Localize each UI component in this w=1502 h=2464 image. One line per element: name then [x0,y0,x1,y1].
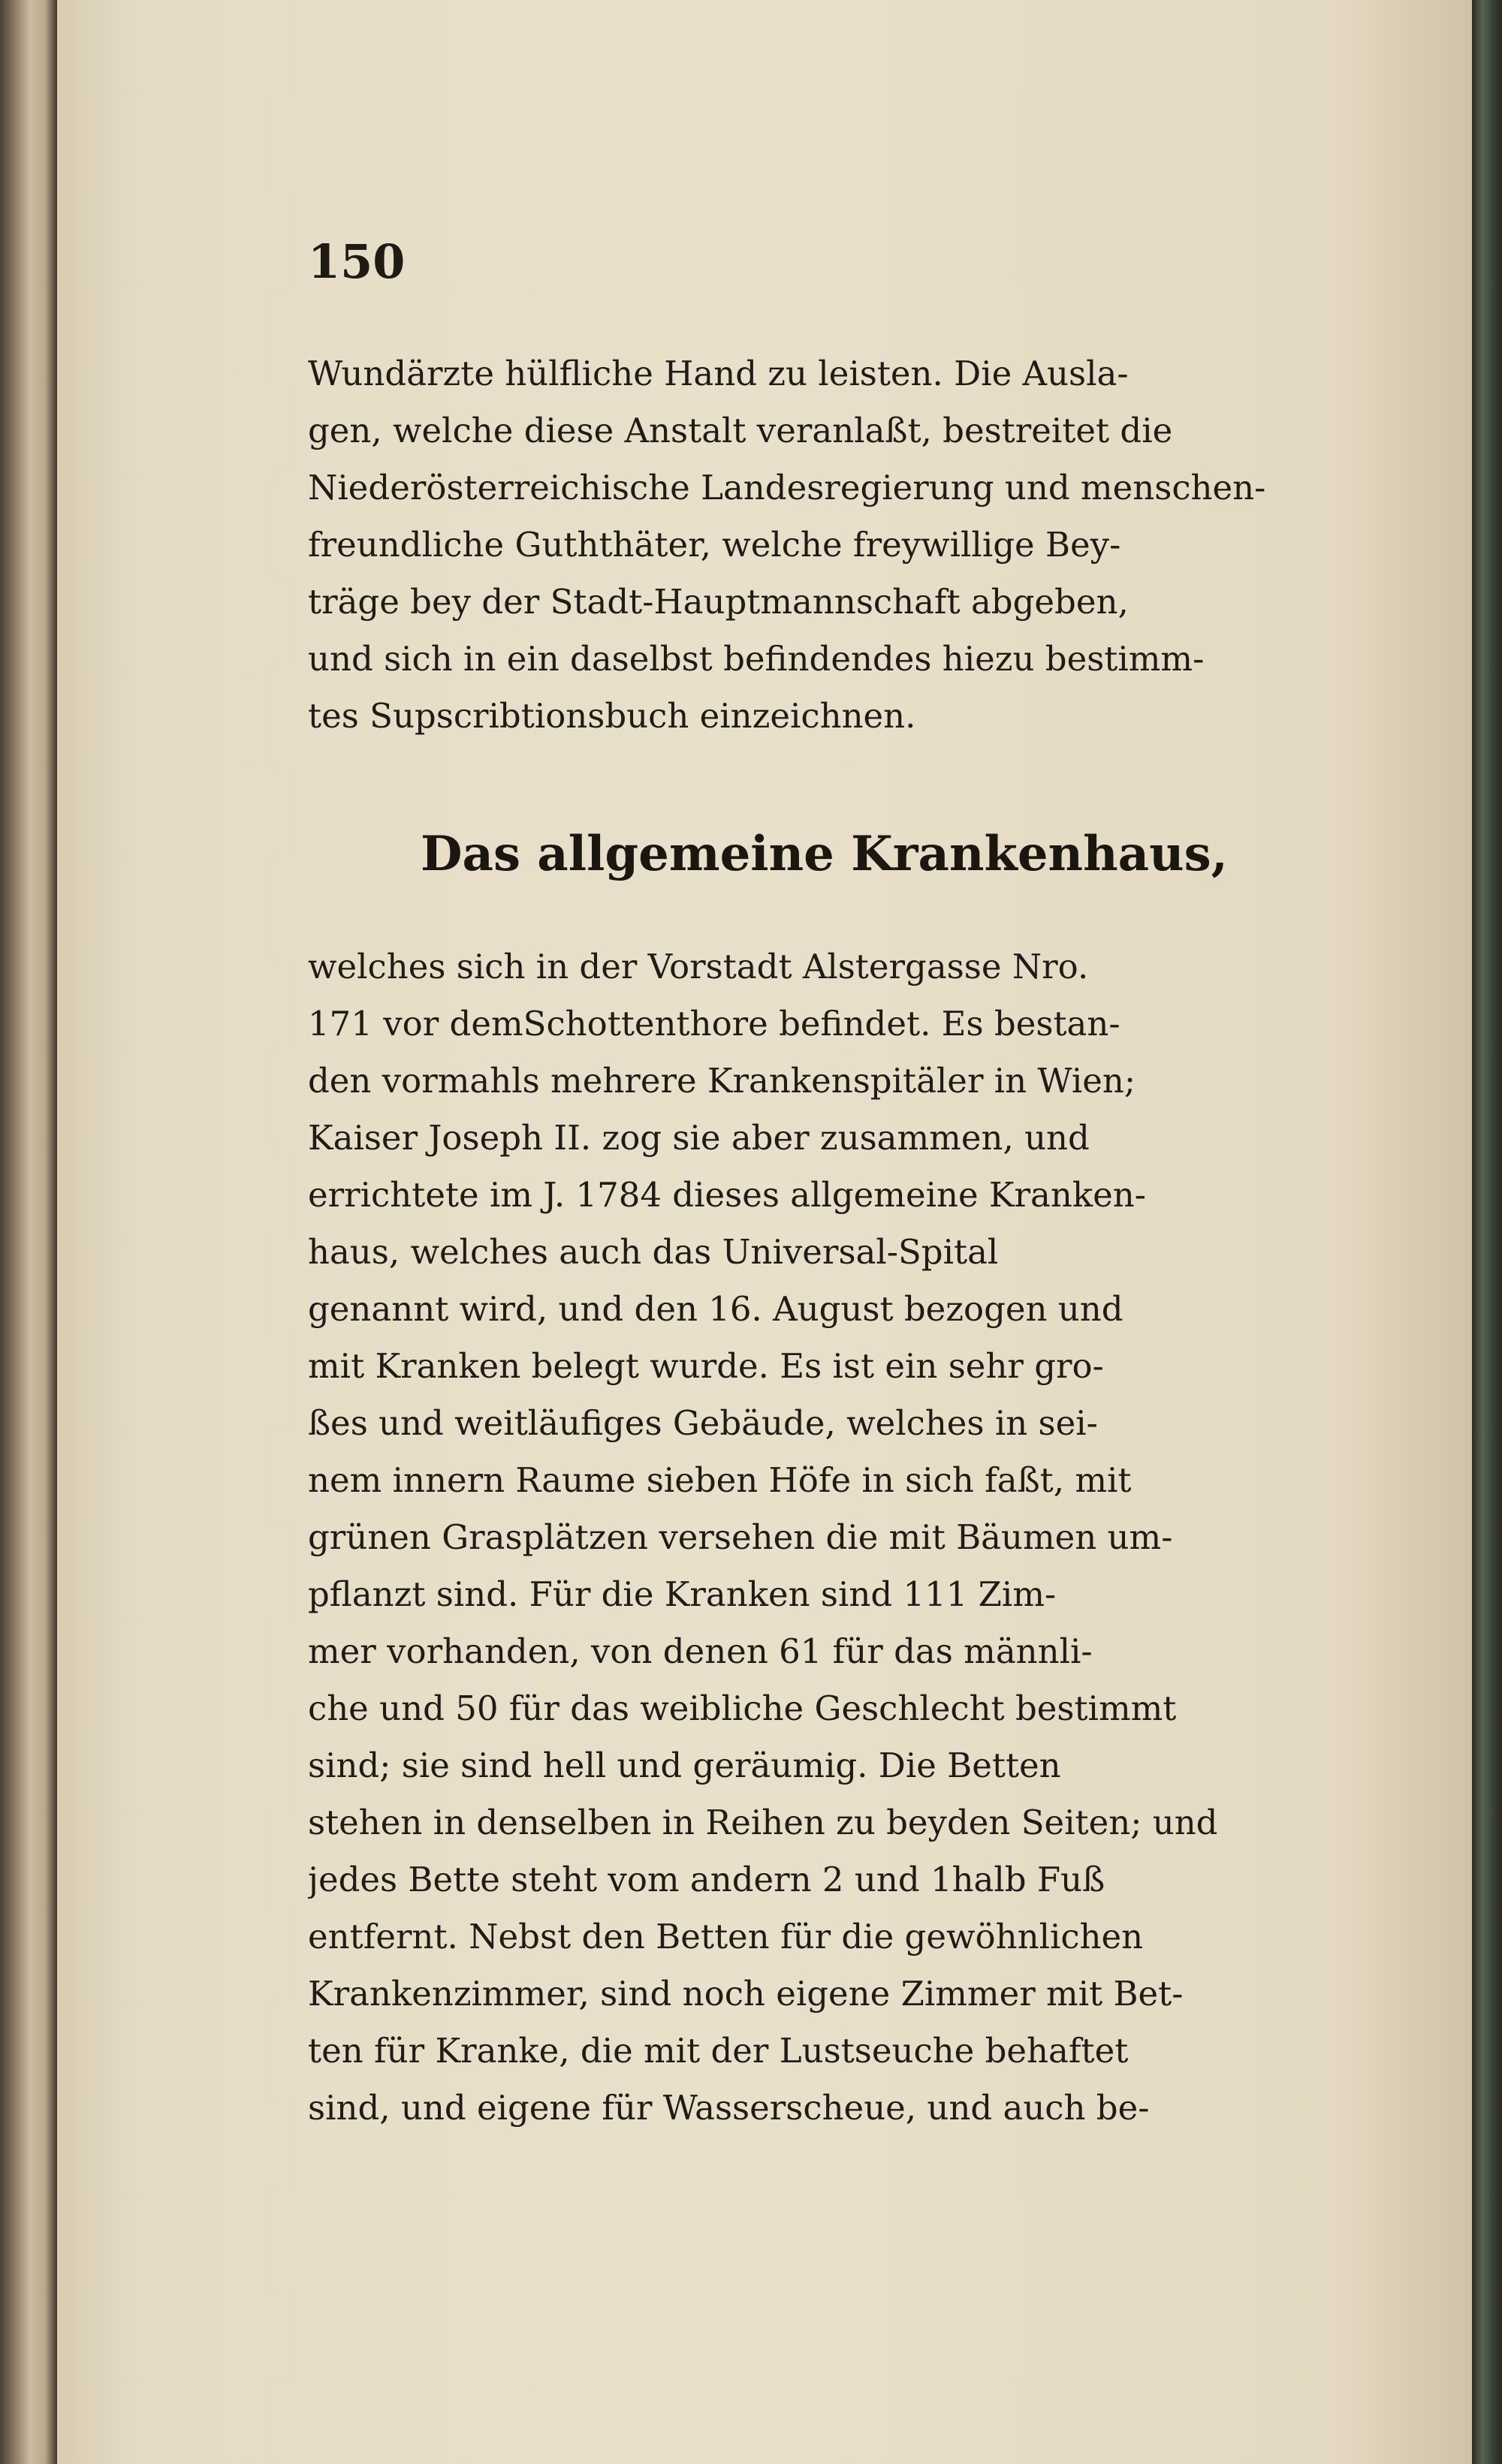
text-line: Wundärzte hülfliche Hand zu leisten. Die Ausla- [308,354,1129,393]
paragraph-2 [308,938,1277,2137]
text-line: jedes Bette steht vom andern 2 und 1halb Fuß [308,1860,1105,1899]
text-line: pflanzt sind. Für die Kranken sind 111 Zim- [308,1574,1057,1614]
book-binding [1472,0,1502,2464]
text-line: freundliche Guththäter, welche freywillige Bey- [308,525,1121,565]
paragraph-1 [308,345,1277,745]
text-line: errichtete im J. 1784 dieses allgemeine Kranken- [308,1175,1146,1215]
text-line: haus, welches auch das Universal-Spital [308,1232,999,1272]
text-line: entfernt. Nebst den Betten für die gewöhnlichen [308,1917,1144,1956]
text-line: sind, und eigene für Wasserscheue, und auch be- [308,2088,1150,2128]
text-line: sind; sie sind hell und geräumig. Die Betten [308,1746,1061,1785]
text-line: Kaiser Joseph II. zog sie aber zusammen, und [308,1118,1090,1158]
text-line: grünen Grasplätzen versehen die mit Bäumen um- [308,1517,1173,1557]
text-line: Niederösterreichische Landesregierung und menschen- [308,468,1266,508]
text-line: gen, welche diese Anstalt veranlaßt, bestreitet die [308,411,1173,450]
text-line: Krankenzimmer, sind noch eigene Zimmer mit Bet- [308,1974,1184,2014]
text-line: und sich in ein daselbst befindendes hiezu bestimm- [308,639,1205,679]
text-line: nem innern Raume sieben Höfe in sich faßt, mit [308,1460,1132,1500]
text-line: mit Kranken belegt wurde. Es ist ein sehr gro- [308,1346,1104,1386]
section-heading: Das allgemeine Krankenhaus, [421,826,1228,882]
text-line: den vormahls mehrere Krankenspitäler in Wien; [308,1061,1136,1101]
text-line: welches sich in der Vorstadt Alstergasse Nro. [308,947,1089,987]
text-line: genannt wird, und den 16. August bezogen und [308,1289,1123,1329]
text-line: mer vorhanden, von denen 61 für das männli- [308,1631,1093,1671]
text-line: träge bey der Stadt-Hauptmannschaft abgeben, [308,582,1129,622]
page-number: 150 [308,234,406,289]
text-line: stehen in denselben in Reihen zu beyden Seiten; und [308,1803,1218,1842]
text-line: ßes und weitläufiges Gebäude, welches in sei- [308,1403,1098,1443]
text-line: che und 50 für das weibliche Geschlecht bestimmt [308,1688,1177,1728]
text-line: ten für Kranke, die mit der Lustseuche behaftet [308,2031,1129,2071]
text-line: tes Supscribtionsbuch einzeichnen. [308,696,916,736]
text-line: 171 vor demSchottenthore befindet. Es bestan- [308,1004,1120,1044]
